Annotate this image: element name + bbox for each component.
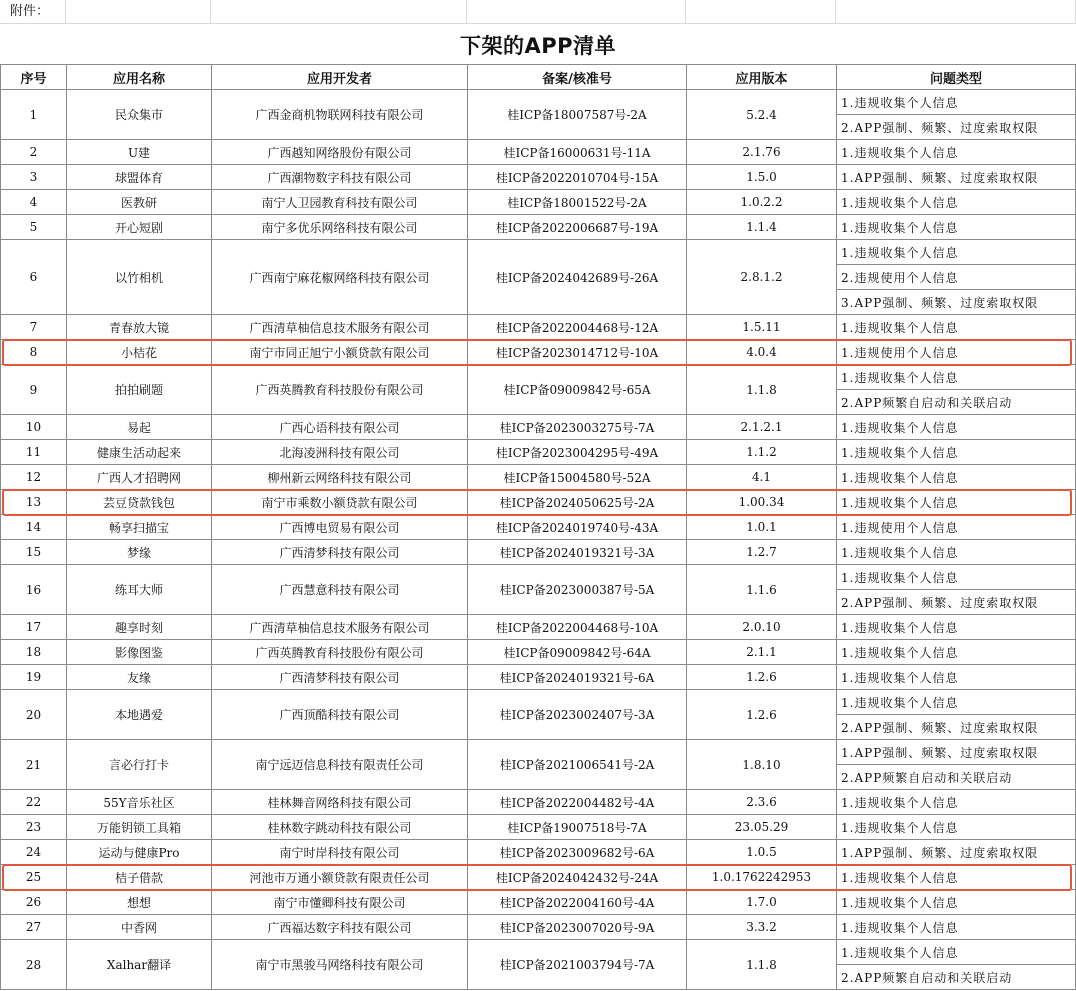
row-app-name: U建 (67, 140, 212, 165)
row-version: 2.1.76 (687, 140, 837, 165)
row-issue: 1.违规收集个人信息 (837, 915, 1076, 940)
row-version: 23.05.29 (687, 815, 837, 840)
row-no: 25 (1, 865, 67, 890)
row-app-name: 万能钥锁工具箱 (67, 815, 212, 840)
row-icp: 桂ICP备2023003275号-7A (468, 415, 687, 440)
row-no: 4 (1, 190, 67, 215)
row-icp: 桂ICP备09009842号-64A (468, 640, 687, 665)
row-version: 4.0.4 (687, 340, 837, 365)
row-issue: 1.违规收集个人信息 (837, 140, 1076, 165)
row-icp: 桂ICP备09009842号-65A (468, 365, 687, 415)
row-issue: 1.违规收集个人信息 (837, 890, 1076, 915)
row-no: 7 (1, 315, 67, 340)
table-row (1, 440, 1076, 465)
row-icp: 桂ICP备2024019321号-6A (468, 665, 687, 690)
row-version: 1.0.1 (687, 515, 837, 540)
row-issue: 1.违规收集个人信息 (837, 465, 1076, 490)
row-developer: 广西潮物数字科技有限公司 (212, 165, 468, 190)
row-issue: 1.违规收集个人信息 (837, 440, 1076, 465)
row-no: 22 (1, 790, 67, 815)
table-row (1, 890, 1076, 915)
row-app-name: 言必行打卡 (67, 740, 212, 790)
row-developer: 河池市万通小额贷款有限责任公司 (212, 865, 468, 890)
row-app-name: 医教研 (67, 190, 212, 215)
row-version: 1.1.4 (687, 215, 837, 240)
row-version: 1.7.0 (687, 890, 837, 915)
row-app-name: 开心短剧 (67, 215, 212, 240)
row-issue: 1.违规收集个人信息 (837, 190, 1076, 215)
row-issue: 1.违规收集个人信息 (837, 490, 1076, 515)
row-developer: 广西金商机物联网科技有限公司 (212, 90, 468, 140)
row-app-name: 本地遇爱 (67, 690, 212, 740)
row-icp: 桂ICP备2023014712号-10A (468, 340, 687, 365)
row-version: 1.2.6 (687, 665, 837, 690)
row-version: 1.0.2.2 (687, 190, 837, 215)
row-issue: 1.违规收集个人信息 (837, 940, 1076, 965)
row-app-name: 影像图鉴 (67, 640, 212, 665)
table-row (1, 165, 1076, 190)
row-icp: 桂ICP备15004580号-52A (468, 465, 687, 490)
row-app-name: 球盟体育 (67, 165, 212, 190)
row-version: 2.8.1.2 (687, 240, 837, 315)
row-no: 15 (1, 540, 67, 565)
row-version: 1.1.6 (687, 565, 837, 615)
row-icp: 桂ICP备2022004468号-10A (468, 615, 687, 640)
col-header-version: 应用版本 (687, 65, 837, 90)
row-icp: 桂ICP备2024042432号-24A (468, 865, 687, 890)
row-issue: 2.APP频繁自启动和关联启动 (837, 765, 1076, 790)
row-icp: 桂ICP备2024019740号-43A (468, 515, 687, 540)
row-app-name: 易起 (67, 415, 212, 440)
table-row (1, 215, 1076, 240)
row-no: 2 (1, 140, 67, 165)
row-issue: 1.违规收集个人信息 (837, 315, 1076, 340)
row-icp: 桂ICP备2022010704号-15A (468, 165, 687, 190)
row-issue: 1.APP强制、频繁、过度索取权限 (837, 840, 1076, 865)
row-no: 26 (1, 890, 67, 915)
row-developer: 广西顶酷科技有限公司 (212, 690, 468, 740)
col-header-issue: 问题类型 (837, 65, 1076, 90)
row-developer: 南宁多优乐网络科技有限公司 (212, 215, 468, 240)
row-icp: 桂ICP备2023007020号-9A (468, 915, 687, 940)
table-row (1, 840, 1076, 865)
row-developer: 桂林舞音网络科技有限公司 (212, 790, 468, 815)
row-developer: 北海凌洲科技有限公司 (212, 440, 468, 465)
row-issue: 1.违规收集个人信息 (837, 240, 1076, 265)
row-app-name: 练耳大师 (67, 565, 212, 615)
row-issue: 1.违规收集个人信息 (837, 90, 1076, 115)
row-developer: 南宁远迈信息科技有限责任公司 (212, 740, 468, 790)
row-icp: 桂ICP备2022004160号-4A (468, 890, 687, 915)
row-app-name: 想想 (67, 890, 212, 915)
row-issue: 3.APP强制、频繁、过度索取权限 (837, 290, 1076, 315)
row-version: 1.00.34 (687, 490, 837, 515)
row-issue: 1.违规收集个人信息 (837, 615, 1076, 640)
table-row (1, 790, 1076, 815)
row-issue: 1.违规使用个人信息 (837, 340, 1076, 365)
col-header-name: 应用名称 (67, 65, 212, 90)
table-row (1, 615, 1076, 640)
row-icp: 桂ICP备2024050625号-2A (468, 490, 687, 515)
row-issue: 2.违规使用个人信息 (837, 265, 1076, 290)
table-row (1, 190, 1076, 215)
row-version: 1.5.11 (687, 315, 837, 340)
row-developer: 南宁市懂卿科技有限公司 (212, 890, 468, 915)
row-no: 20 (1, 690, 67, 740)
row-issue: 1.违规使用个人信息 (837, 515, 1076, 540)
row-icp: 桂ICP备2024042689号-26A (468, 240, 687, 315)
row-no: 9 (1, 365, 67, 415)
row-version: 2.3.6 (687, 790, 837, 815)
row-version: 1.8.10 (687, 740, 837, 790)
table-row (1, 140, 1076, 165)
row-app-name: 趣享时刻 (67, 615, 212, 640)
table-row (1, 415, 1076, 440)
row-version: 1.1.2 (687, 440, 837, 465)
row-version: 1.1.8 (687, 940, 837, 990)
row-developer: 南宁市黑骏马网络科技有限公司 (212, 940, 468, 990)
table-row (1, 490, 1076, 515)
row-no: 17 (1, 615, 67, 640)
row-no: 23 (1, 815, 67, 840)
row-developer: 南宁人卫园教育科技有限公司 (212, 190, 468, 215)
row-developer: 南宁时岸科技有限公司 (212, 840, 468, 865)
row-no: 5 (1, 215, 67, 240)
row-app-name: 健康生活动起来 (67, 440, 212, 465)
row-app-name: 广西人才招聘网 (67, 465, 212, 490)
table-row (1, 240, 1076, 265)
row-icp: 桂ICP备2022006687号-19A (468, 215, 687, 240)
row-icp: 桂ICP备2024019321号-3A (468, 540, 687, 565)
row-no: 19 (1, 665, 67, 690)
table-row (1, 865, 1076, 890)
row-no: 1 (1, 90, 67, 140)
row-version: 2.1.2.1 (687, 415, 837, 440)
row-issue: 1.APP强制、频繁、过度索取权限 (837, 165, 1076, 190)
row-app-name: 民众集市 (67, 90, 212, 140)
row-developer: 广西清梦科技有限公司 (212, 540, 468, 565)
row-issue: 1.违规收集个人信息 (837, 415, 1076, 440)
row-issue: 1.违规收集个人信息 (837, 790, 1076, 815)
row-developer: 广西心语科技有限公司 (212, 415, 468, 440)
row-version: 1.0.1762242953 (687, 865, 837, 890)
row-app-name: 55Y音乐社区 (67, 790, 212, 815)
row-developer: 广西博电贸易有限公司 (212, 515, 468, 540)
row-app-name: 拍拍刷题 (67, 365, 212, 415)
row-no: 16 (1, 565, 67, 615)
row-version: 3.3.2 (687, 915, 837, 940)
table-row (1, 640, 1076, 665)
col-header-no: 序号 (1, 65, 67, 90)
row-version: 2.1.1 (687, 640, 837, 665)
table-row (1, 315, 1076, 340)
row-no: 13 (1, 490, 67, 515)
table-header (1, 65, 1076, 90)
row-app-name: 小桔花 (67, 340, 212, 365)
table-row (1, 365, 1076, 390)
row-icp: 桂ICP备2021006541号-2A (468, 740, 687, 790)
row-icp: 桂ICP备18007587号-2A (468, 90, 687, 140)
row-icp: 桂ICP备2023004295号-49A (468, 440, 687, 465)
row-version: 1.0.5 (687, 840, 837, 865)
row-issue: 1.违规收集个人信息 (837, 665, 1076, 690)
row-version: 1.2.7 (687, 540, 837, 565)
row-app-name: 青春放大镜 (67, 315, 212, 340)
row-no: 10 (1, 415, 67, 440)
col-header-icp: 备案/核准号 (468, 65, 687, 90)
row-icp: 桂ICP备16000631号-11A (468, 140, 687, 165)
row-developer: 广西英腾教育科技股份有限公司 (212, 640, 468, 665)
attachment-label: 附件： (0, 0, 66, 24)
attachment-bar (0, 0, 1076, 24)
table-row (1, 815, 1076, 840)
row-icp: 桂ICP备2023002407号-3A (468, 690, 687, 740)
table-row (1, 915, 1076, 940)
row-developer: 广西越知网络股份有限公司 (212, 140, 468, 165)
table-row (1, 565, 1076, 590)
row-issue: 1.违规收集个人信息 (837, 865, 1076, 890)
table-row (1, 515, 1076, 540)
row-app-name: 芸豆贷款钱包 (67, 490, 212, 515)
row-icp: 桂ICP备2023009682号-6A (468, 840, 687, 865)
table-row (1, 340, 1076, 365)
row-icp: 桂ICP备2021003794号-7A (468, 940, 687, 990)
row-developer: 广西清草柚信息技术服务有限公司 (212, 615, 468, 640)
row-app-name: 运动与健康Pro (67, 840, 212, 865)
row-issue: 1.违规收集个人信息 (837, 215, 1076, 240)
row-no: 14 (1, 515, 67, 540)
row-developer: 南宁市同正旭宁小额贷款有限公司 (212, 340, 468, 365)
row-issue: 1.违规收集个人信息 (837, 540, 1076, 565)
row-issue: 2.APP频繁自启动和关联启动 (837, 965, 1076, 990)
row-no: 28 (1, 940, 67, 990)
page-title: 下架的APP清单 (459, 34, 617, 58)
table-body (1, 90, 1076, 990)
row-issue: 1.违规收集个人信息 (837, 815, 1076, 840)
row-issue: 2.APP强制、频繁、过度索取权限 (837, 715, 1076, 740)
row-app-name: 以竹相机 (67, 240, 212, 315)
row-app-name: 梦缘 (67, 540, 212, 565)
row-version: 2.0.10 (687, 615, 837, 640)
app-list-table (0, 64, 1076, 990)
row-no: 8 (1, 340, 67, 365)
table-row (1, 465, 1076, 490)
row-app-name: 友缘 (67, 665, 212, 690)
row-version: 1.5.0 (687, 165, 837, 190)
table-row (1, 940, 1076, 965)
row-icp: 桂ICP备2022004468号-12A (468, 315, 687, 340)
row-issue: 1.APP强制、频繁、过度索取权限 (837, 740, 1076, 765)
row-issue: 2.APP强制、频繁、过度索取权限 (837, 590, 1076, 615)
row-no: 11 (1, 440, 67, 465)
row-developer: 广西英腾教育科技股份有限公司 (212, 365, 468, 415)
row-developer: 广西福达数字科技有限公司 (212, 915, 468, 940)
row-developer: 桂林数字跳动科技有限公司 (212, 815, 468, 840)
row-app-name: 畅享扫描宝 (67, 515, 212, 540)
row-issue: 2.APP频繁自启动和关联启动 (837, 390, 1076, 415)
row-version: 1.1.8 (687, 365, 837, 415)
row-no: 24 (1, 840, 67, 865)
row-app-name: Xalhar翻译 (67, 940, 212, 990)
row-developer: 广西清草柚信息技术服务有限公司 (212, 315, 468, 340)
row-icp: 桂ICP备19007518号-7A (468, 815, 687, 840)
col-header-developer: 应用开发者 (212, 65, 468, 90)
table-row (1, 540, 1076, 565)
row-icp: 桂ICP备18001522号-2A (468, 190, 687, 215)
table-row (1, 665, 1076, 690)
table-row (1, 690, 1076, 715)
row-developer: 南宁市乘数小额贷款有限公司 (212, 490, 468, 515)
row-issue: 1.违规收集个人信息 (837, 690, 1076, 715)
row-issue: 1.违规收集个人信息 (837, 640, 1076, 665)
row-issue: 1.违规收集个人信息 (837, 565, 1076, 590)
row-no: 12 (1, 465, 67, 490)
row-app-name: 中香网 (67, 915, 212, 940)
row-no: 21 (1, 740, 67, 790)
row-developer: 广西南宁麻花椒网络科技有限公司 (212, 240, 468, 315)
row-version: 5.2.4 (687, 90, 837, 140)
table-row (1, 740, 1076, 765)
row-app-name: 桔子借款 (67, 865, 212, 890)
row-developer: 广西慧意科技有限公司 (212, 565, 468, 615)
row-issue: 1.违规收集个人信息 (837, 365, 1076, 390)
row-issue: 2.APP强制、频繁、过度索取权限 (837, 115, 1076, 140)
row-icp: 桂ICP备2022004482号-4A (468, 790, 687, 815)
table-row (1, 90, 1076, 115)
row-developer: 柳州新云网络科技有限公司 (212, 465, 468, 490)
row-icp: 桂ICP备2023000387号-5A (468, 565, 687, 615)
row-no: 27 (1, 915, 67, 940)
row-version: 4.1 (687, 465, 837, 490)
row-version: 1.2.6 (687, 690, 837, 740)
row-developer: 广西清梦科技有限公司 (212, 665, 468, 690)
row-no: 6 (1, 240, 67, 315)
row-no: 3 (1, 165, 67, 190)
row-no: 18 (1, 640, 67, 665)
